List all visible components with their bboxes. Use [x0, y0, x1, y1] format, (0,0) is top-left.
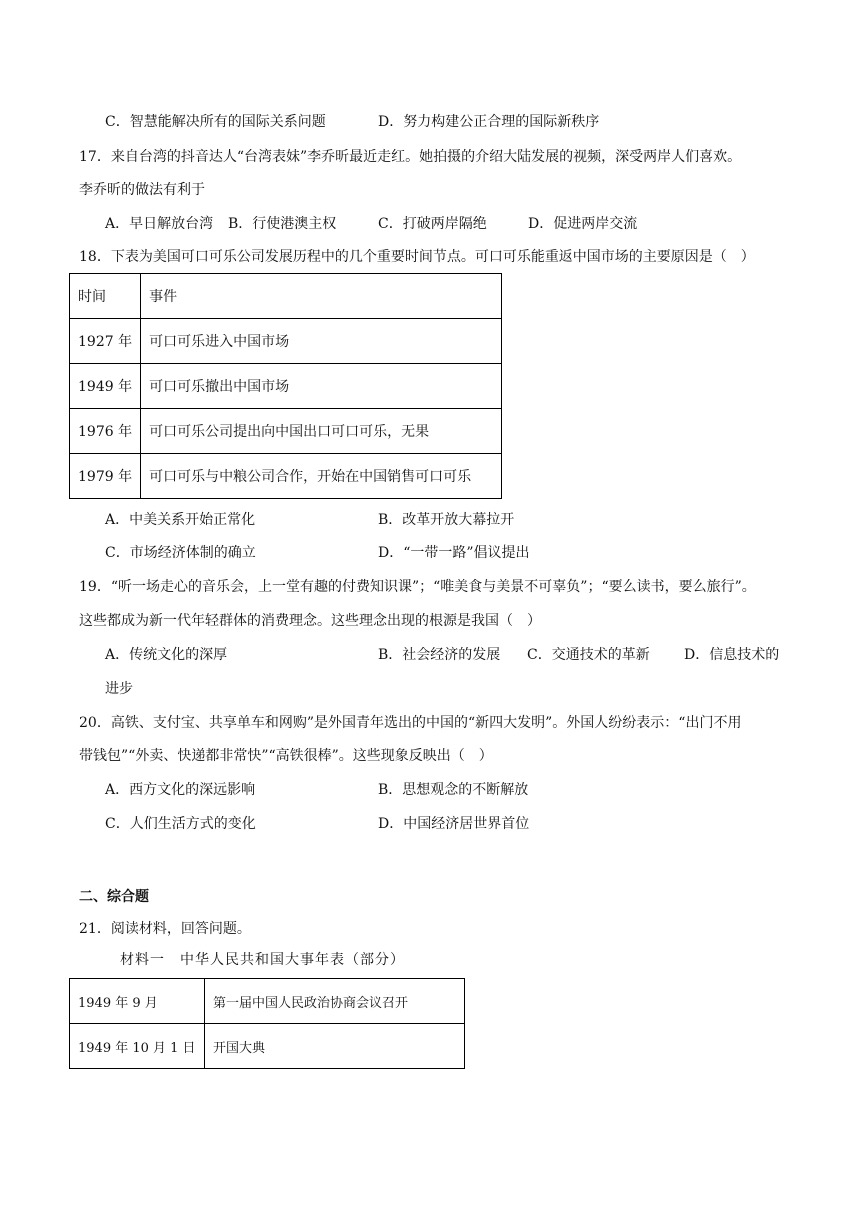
q17-option-c: C．打破两岸隔绝	[378, 216, 487, 232]
q18-option-d: D．“一带一路”倡议提出	[378, 545, 530, 561]
q17-stem-line2: 李乔昕的做法有利于	[79, 182, 205, 198]
q20-stem-line1: 20．高铁、支付宝、共享单车和网购”是外国青年选出的中国的“新四大发明”。外国人纷纷表示：“出门不用	[79, 715, 742, 731]
table-cell-event: 可口可乐公司提出向中国出口可口可乐，无果	[141, 409, 502, 454]
q16-option-d: D．努力构建公正合理的国际新秩序	[378, 114, 600, 130]
table-cell-event: 可口可乐进入中国市场	[141, 319, 502, 364]
q19-option-b: B．社会经济的发展	[378, 647, 501, 663]
table-cell-date: 1949 年 10 月 1 日	[70, 1024, 205, 1069]
q19-stem-line1: 19．“听一场走心的音乐会，上一堂有趣的付费知识课”；“唯美食与美景不可辜负”；“要么读书，要么旅行”。	[79, 579, 756, 595]
q17-option-a: A．早日解放台湾	[105, 216, 214, 232]
q20-option-d: D．中国经济居世界首位	[378, 816, 530, 832]
q17-option-d: D．促进两岸交流	[528, 216, 638, 232]
table-cell-event: 可口可乐撤出中国市场	[141, 364, 502, 409]
table-cell-year: 1927 年	[70, 319, 141, 364]
table-row	[70, 319, 502, 364]
chronology-table	[69, 978, 465, 1069]
table-cell-year: 1979 年	[70, 454, 141, 499]
q19-option-d: D．信息技术的	[684, 647, 780, 663]
q20-option-a: A．西方文化的深远影响	[105, 782, 256, 798]
table-cell-year: 1976 年	[70, 409, 141, 454]
section-title: 二、综合题	[79, 889, 149, 905]
q18-option-c: C．市场经济体制的确立	[105, 545, 256, 561]
q18-option-b: B．改革开放大幕拉开	[378, 512, 515, 528]
table-cell-event: 可口可乐与中粮公司合作，开始在中国销售可口可乐	[141, 454, 502, 499]
q18-option-a: A．中美关系开始正常化	[105, 512, 256, 528]
table-row	[70, 1024, 465, 1069]
q21-stem: 21．阅读材料，回答问题。	[79, 921, 251, 937]
table-row	[70, 454, 502, 499]
table-header-event: 事件	[141, 274, 502, 319]
q20-option-b: B．思想观念的不断解放	[378, 782, 529, 798]
q19-option-c: C．交通技术的革新	[527, 647, 650, 663]
table-cell-year: 1949 年	[70, 364, 141, 409]
q20-option-c: C．人们生活方式的变化	[105, 816, 256, 832]
table-row	[70, 364, 502, 409]
table-row	[70, 409, 502, 454]
q20-stem-line2: 带钱包”“外卖、快递都非常快”“高铁很棒”。这些现象反映出（ ）	[79, 748, 493, 764]
material-caption: 材料一 中华人民共和国大事年表（部分）	[120, 952, 405, 968]
q18-table	[69, 273, 502, 499]
table-header-row	[70, 274, 502, 319]
table-cell-event: 开国大典	[205, 1024, 465, 1069]
q17-option-b: B．行使港澳主权	[228, 216, 337, 232]
q16-option-c: C．智慧能解决所有的国际关系问题	[105, 114, 326, 130]
table-cell-date: 1949 年 9 月	[70, 979, 205, 1024]
q19-option-a: A．传统文化的深厚	[105, 647, 228, 663]
table-header-time: 时间	[70, 274, 141, 319]
q18-stem: 18．下表为美国可口可乐公司发展历程中的几个重要时间节点。可口可乐能重返中国市场的主要原因是（ ）	[79, 249, 755, 265]
q19-stem-line2: 这些都成为新一代年轻群体的消费理念。这些理念出现的根源是我国（ ）	[79, 613, 541, 629]
q17-stem-line1: 17．来自台湾的抖音达人“台湾表妹”李乔昕最近走红。她拍摄的介绍大陆发展的视频，深受两岸人们喜欢。	[79, 149, 742, 165]
table-row	[70, 979, 465, 1024]
q19-option-d-continued: 进步	[105, 681, 133, 697]
table-cell-event: 第一届中国人民政治协商会议召开	[205, 979, 465, 1024]
